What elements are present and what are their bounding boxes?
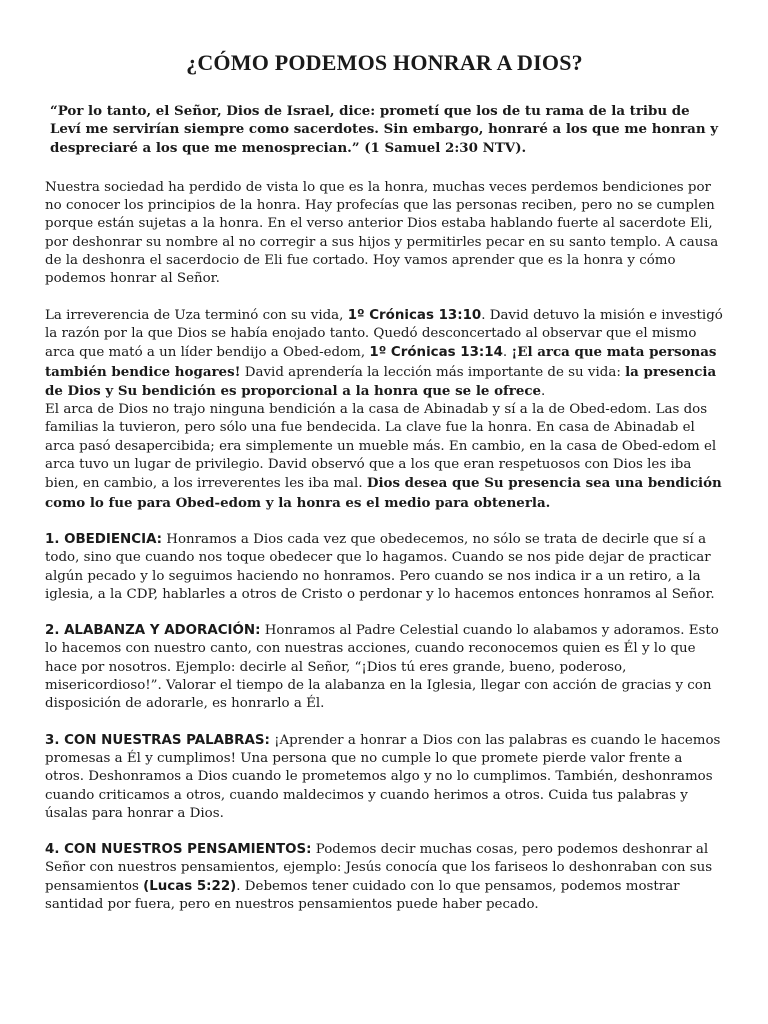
uza-emphasis-2: la presencia de Dios y Su bendición es proporcional a la honra que se le ofrece — [45, 363, 717, 399]
uza-text-2: . David detuvo la misión e investigó la razón por la que Dios se había enojado tanto. Quedó desconcertado al observar que el mismo arca que mató a un líder bendijo a Obed-edom, — [45, 307, 723, 361]
point-heading: 4. CON NUESTROS PENSAMIENTOS: — [45, 842, 312, 858]
point-obediencia — [45, 531, 724, 604]
point-text: Honramos al Padre Celestial cuando lo alabamos y adoramos. Esto lo hacemos con nuestro canto, con nuestras acciones, cuando reconocemos quien es Él y lo que hace por nosotros. Ejemplo: decirle al Señor, “¡Dios tú eres grande, bueno, poderoso, misericordioso!”. Valorar el tiempo de la alabanza en la Iglesia, llegar con acción de gracias y con disposición de adorarle, es honrarlo a Él. — [45, 623, 719, 712]
uza-text-5: . — [541, 383, 546, 399]
point-heading: 1. OBEDIENCIA: — [45, 531, 163, 547]
uza-text-4: David aprendería la lección más importante de su vida: — [240, 364, 626, 380]
bible-reference: 1º Crónicas 13:10 — [347, 307, 482, 323]
uza-emphasis-1: ¡El arca que mata personas también bendice hogares! — [45, 344, 717, 380]
point-text-end: . Debemos tener cuidado con lo que pensamos, podemos mostrar santidad por fuera, pero en nuestros pensamientos puede haber pecado. — [45, 878, 680, 912]
point-heading: 2. ALABANZA Y ADORACIÓN: — [45, 623, 261, 639]
point-palabras — [45, 732, 724, 823]
scripture-quote: “Por lo tanto, el Señor, Dios de Israel, dice: prometí que los de tu rama de la tribu de Leví me servirían siempre como sacerdotes. Sin embargo, honraré a los que me honran y despreciaré a los que me menosprecian.” (1 Samuel 2:30 NTV). — [50, 103, 719, 156]
arca-paragraph — [45, 401, 724, 513]
arca-text: El arca de Dios no trajo ninguna bendición a la casa de Abinadab y sí a la de Obed-edom. Las dos familias la tuvieron, pero sólo una fue bendecida. La clave fue la honra. En casa de Abinadab el arca pasó desapercibida; era simplemente un mueble más. En cambio, en la casa de Obed-edom el arca tuvo un lugar de privilegio. David observó que a los que eran respetuosos con Dios les iba bien, en cambio, a los irreverentes les iba mal. — [45, 402, 717, 492]
point-text: Podemos decir muchas cosas, pero podemos deshonrar al Señor con nuestros pensamientos, ejemplo: Jesús conocía que los fariseos lo deshonraban con sus pensamientos — [45, 842, 713, 894]
bible-reference: 1º Crónicas 13:14 — [369, 345, 503, 361]
point-pensamientos — [45, 841, 724, 914]
bible-reference: (Lucas 5:22) — [143, 878, 237, 894]
point-text: Honramos a Dios cada vez que obedecemos, no sólo se trata de decirle que sí a todo, sino que cuando nos toque obedecer que lo hagamos. Cuando se nos pide dejar de practicar algún pecado y lo seguimos haciendo no honramos. Pero cuando se nos indica ir a un retiro, a la iglesia, a la CDP, hablarles a otros de Cristo o perdonar y lo hacemos entonces honramos al Señor. — [45, 531, 715, 602]
page-title: ¿CÓMO PODEMOS HONRAR A DIOS? — [186, 50, 583, 75]
point-heading: 3. CON NUESTRAS PALABRAS: — [45, 732, 270, 748]
point-alabanza — [45, 622, 724, 713]
point-text: ¡Aprender a honrar a Dios con las palabras es cuando le hacemos promesas a Él y cumplimos! Una persona que no cumple lo que promete pierde valor frente a otros. Deshonramos a Dios cuando le prometemos algo y no lo cumplimos. También, deshonramos cuando criticamos a otros, cuando maldecimos y cuando herimos a otros. Cuida tus palabras y úsalas para honrar a Dios. — [45, 732, 721, 821]
uza-paragraph — [45, 307, 724, 401]
arca-emphasis: Dios desea que Su presencia sea una bendición como lo fue para Obed-edom y la honra es el medio para obtenerla. — [45, 475, 722, 511]
uza-text-1: La irreverencia de Uza terminó con su vida, — [45, 307, 348, 323]
intro-paragraph: Nuestra sociedad ha perdido de vista lo que es la honra, muchas veces perdemos bendiciones por no conocer los principios de la honra. Hay profecías que las personas reciben, pero no se cumplen porque están sujetas a la honra. En el verso anterior Dios estaba hablando fuerte al sacerdote Eli, por deshonrar su nombre al no corregir a sus hijos y permitirles pecar en su santo templo. A causa de la deshonra el sacerdocio de Eli fue cortado. Hoy vamos aprender que es la honra y cómo podemos honrar al Señor. — [45, 179, 719, 287]
uza-text-3: . — [502, 345, 512, 361]
